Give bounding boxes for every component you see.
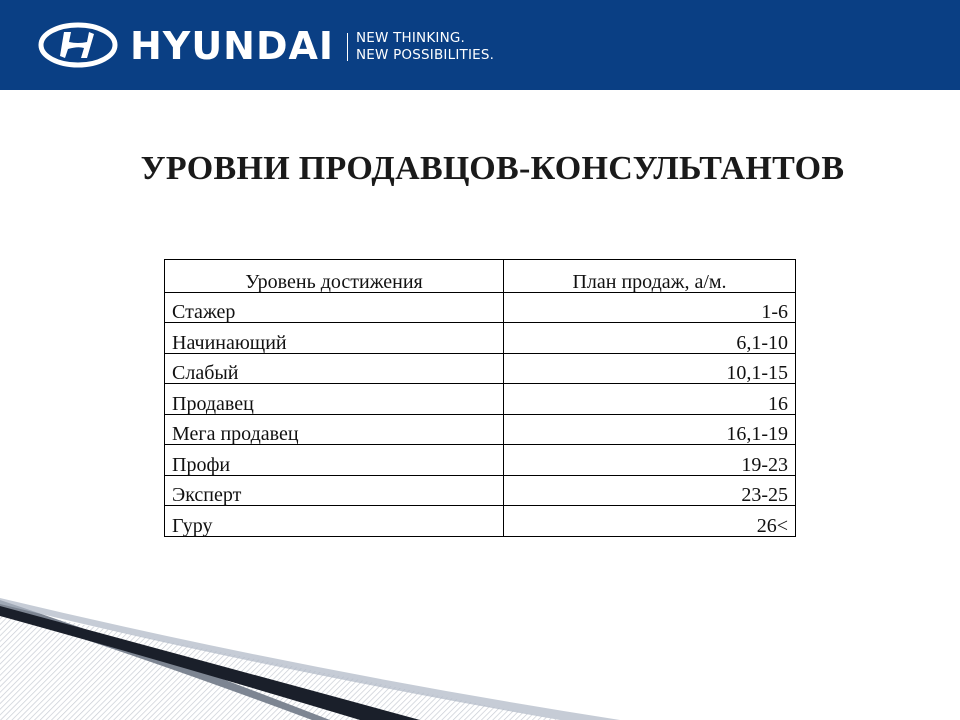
table-row — [165, 353, 796, 384]
slogan — [356, 30, 494, 64]
plan-cell: 19-23 — [504, 445, 796, 476]
level-cell: Эксперт — [165, 475, 504, 506]
brand-wordmark: HYUNDAI — [130, 24, 335, 68]
table-row — [165, 323, 796, 354]
level-cell: Слабый — [165, 353, 504, 384]
column-header-plan: План продаж, а/м. — [504, 260, 796, 293]
decorative-swoosh — [0, 590, 960, 720]
table-row — [165, 384, 796, 415]
levels-table — [164, 259, 796, 537]
plan-cell: 6,1-10 — [504, 323, 796, 354]
level-cell: Профи — [165, 445, 504, 476]
hyundai-logo-icon — [38, 22, 118, 68]
table-row — [165, 292, 796, 323]
column-header-level: Уровень достижения — [165, 260, 504, 293]
plan-cell: 26< — [504, 506, 796, 537]
level-cell: Гуру — [165, 506, 504, 537]
level-cell: Начинающий — [165, 323, 504, 354]
level-cell: Стажер — [165, 292, 504, 323]
plan-cell: 1-6 — [504, 292, 796, 323]
plan-cell: 10,1-15 — [504, 353, 796, 384]
level-cell: Продавец — [165, 384, 504, 415]
header-banner — [0, 0, 960, 90]
table-row — [165, 414, 796, 445]
slogan-line-1: NEW THINKING. — [356, 30, 466, 46]
page-title: УРОВНИ ПРОДАВЦОВ-КОНСУЛЬТАНТОВ — [140, 150, 845, 187]
plan-cell: 16 — [504, 384, 796, 415]
table-row — [165, 506, 796, 537]
table-header-row — [165, 260, 796, 293]
plan-cell: 16,1-19 — [504, 414, 796, 445]
header-divider — [347, 33, 348, 61]
level-cell: Мега продавец — [165, 414, 504, 445]
plan-cell: 23-25 — [504, 475, 796, 506]
table-row — [165, 445, 796, 476]
table-row — [165, 475, 796, 506]
slogan-line-2: NEW POSSIBILITIES. — [356, 47, 495, 63]
